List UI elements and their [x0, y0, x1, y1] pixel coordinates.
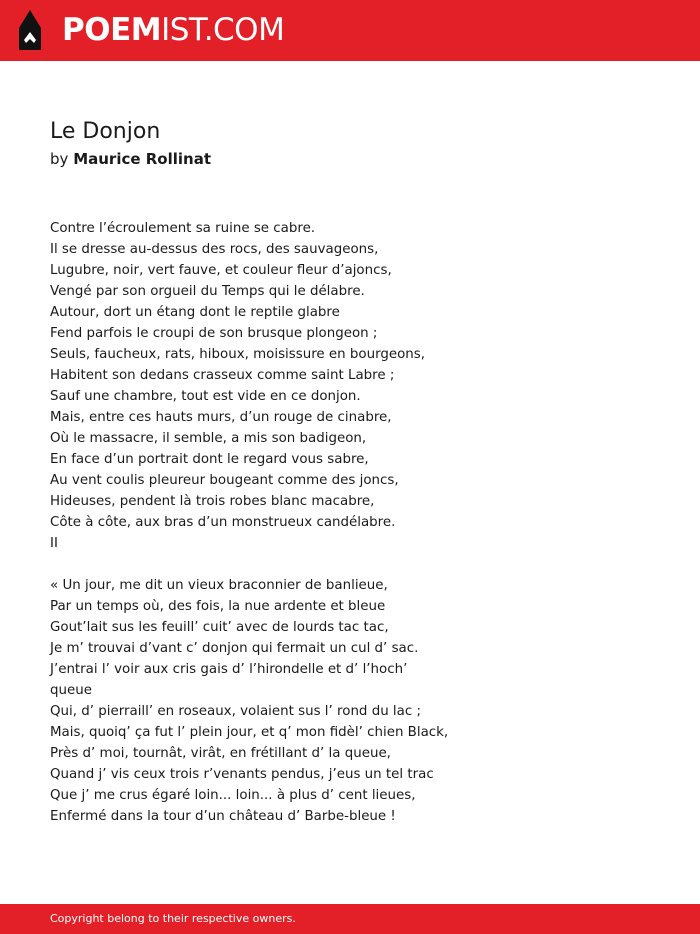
pencil-logo-icon[interactable]: [17, 9, 43, 52]
poem-line: Mais, entre ces hauts murs, d’un rouge de cinabre,: [50, 410, 392, 425]
poem-line: Que j’ me crus égaré loin... loin... à plus d’ cent lieues,: [50, 788, 416, 803]
poem-line: Côte à côte, aux bras d’un monstrueux candélabre.: [50, 515, 396, 530]
poem-line: Je m’ trouvai d’vant c’ donjon qui fermait un cul d’ sac.: [50, 641, 419, 656]
author-name: Maurice Rollinat: [73, 150, 211, 168]
site-footer: [0, 904, 700, 934]
poem-line: Qui, d’ pierraill’ en roseaux, volaient sus l’ rond du lac ;: [50, 704, 421, 719]
poem-line: Il se dresse au-dessus des rocs, des sauvageons,: [50, 242, 379, 257]
by-label: by: [50, 150, 69, 168]
poem-line: Lugubre, noir, vert fauve, et couleur fleur d’ajoncs,: [50, 263, 392, 278]
poem-title: Le Donjon: [50, 119, 161, 144]
poem-line: Seuls, faucheux, rats, hiboux, moisissure en bourgeons,: [50, 347, 426, 362]
site-header: [0, 0, 700, 61]
poem-line: Vengé par son orgueil du Temps qui le délabre.: [50, 284, 365, 299]
poem-line: Au vent coulis pleureur bougeant comme des joncs,: [50, 473, 399, 488]
poem-line: En face d’un portrait dont le regard vous sabre,: [50, 452, 369, 467]
poem-line: Où le massacre, il semble, a mis son badigeon,: [50, 431, 367, 446]
poem-line: Mais, quoiq’ ça fut l’ plein jour, et q’ mon fidèl’ chien Black,: [50, 725, 449, 740]
logo-light-text: IST.COM: [161, 12, 285, 48]
poem-line: Sauf une chambre, tout est vide en ce donjon.: [50, 389, 361, 404]
poem-line: Autour, dort un étang dont le reptile glabre: [50, 305, 340, 320]
poem-line: « Un jour, me dit un vieux braconnier de banlieue,: [50, 578, 388, 593]
poem-line: Gout’lait sus les feuill’ cuit’ avec de lourds tac tac,: [50, 620, 389, 635]
copyright-text: Copyright belong to their respective owners.: [50, 912, 296, 925]
site-logo[interactable]: [62, 10, 284, 50]
poem-line: Hideuses, pendent là trois robes blanc macabre,: [50, 494, 375, 509]
poem-body: [50, 218, 470, 827]
poem-byline: [50, 149, 211, 169]
poem-line: II: [50, 536, 58, 551]
poem-line: Près d’ moi, tournât, virât, en frétillant d’ la queue,: [50, 746, 391, 761]
poem-line: Enfermé dans la tour d’un château d’ Barbe-bleue !: [50, 809, 396, 824]
poem-line: Fend parfois le croupi de son brusque plongeon ;: [50, 326, 378, 341]
poem-line: Par un temps où, des fois, la nue ardente et bleue: [50, 599, 386, 614]
poem-line: Quand j’ vis ceux trois r’venants pendus, j’eus un tel trac: [50, 767, 434, 782]
poem-line: Habitent son dedans crasseux comme saint Labre ;: [50, 368, 395, 383]
poem-line: Contre l’écroulement sa ruine se cabre.: [50, 221, 316, 236]
stanza-break: [50, 554, 470, 575]
poem-line: J’entrai l’ voir aux cris gais d’ l’hirondelle et d’ l’hoch’: [50, 662, 408, 677]
logo-bold-text: POEM: [62, 12, 162, 48]
poem-line: queue: [50, 683, 92, 698]
